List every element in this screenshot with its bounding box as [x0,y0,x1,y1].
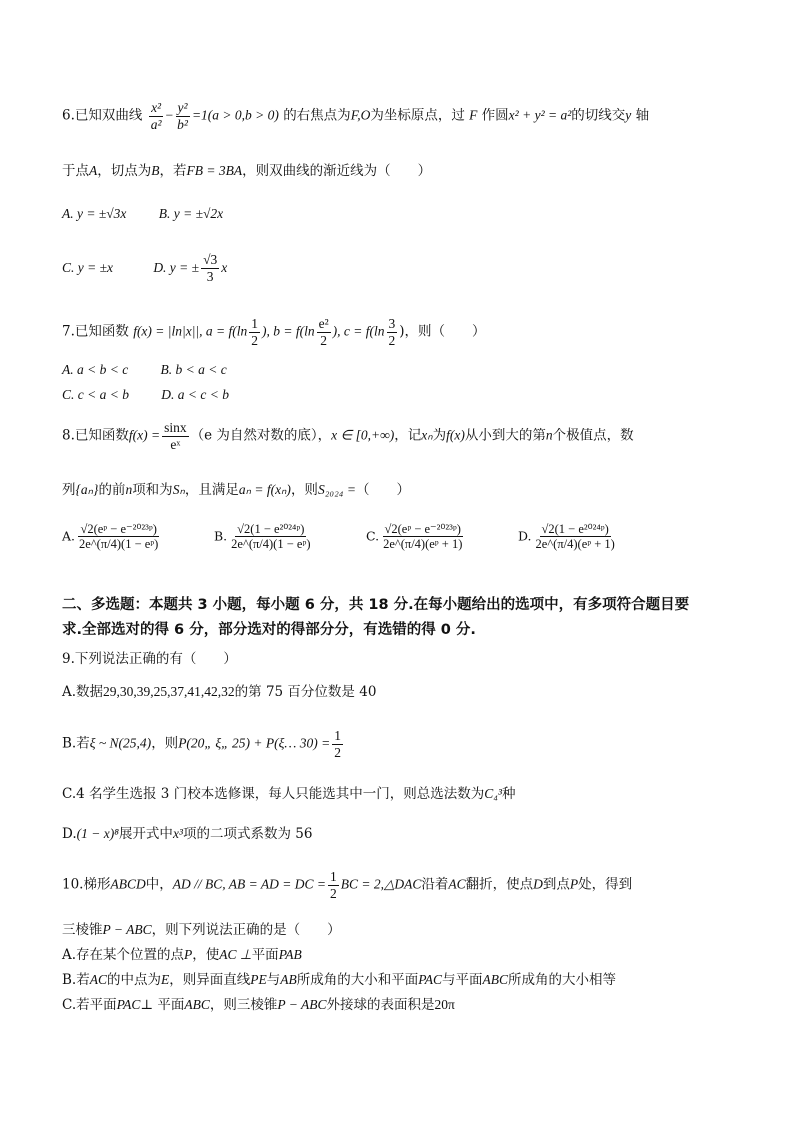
q9-option-c[interactable] [62,786,515,802]
q10-l1c: 沿着 [421,876,449,893]
q10-option-c[interactable] [62,997,455,1013]
q8-l2e: ，则 [290,482,318,498]
q6-optd-frac: $\frac{√3}{3}$ [203,252,218,284]
q10-optb-d: 与 [266,972,281,988]
q10-line2 [62,922,341,938]
q6-mid2: 为坐标原点，过 [370,107,465,124]
q10-optb-ac: AC [89,972,107,987]
q6-line2 [62,163,431,179]
q7-b-part: ), b = f(ln [261,323,315,339]
q8-line1 [62,420,634,452]
q6-optd-post: x [221,259,228,275]
q9-optb-expr: P(20„ ξ„ 25) + P(ξ… 30) = [178,735,331,751]
q8-mid1: （e 为自然对数的底）， [190,427,332,444]
q8-xn: xₙ [421,427,433,443]
q6-circle: x² + y² = a² [508,107,572,123]
q8-opta-frac: $\frac{\text{√2(eᵖ − e⁻²⁰²³ᵖ)}}{\text{2e\textasciicircum{}(π/4)(1 − eᵖ)}}$ [79,522,159,552]
q8-an: {aₙ} [75,482,99,497]
q8-sn: Sₙ [172,482,185,497]
q7-func: f(x) = |ln|x||, a = f(ln [133,323,248,339]
q10-l1e: 到点 [542,876,570,893]
q8-optc-label: C. [365,528,380,544]
q6-options-cd [62,252,227,284]
q6-mid1: 的右焦点为 [283,107,351,124]
q6-point-b: B [151,163,160,178]
q9-option-a[interactable] [62,684,376,700]
q8-optb-frac: $\frac{\text{√2(1 − e²⁰²⁴ᵖ)}}{\text{2e\textasciicircum{}(π/4)(1 − eᵖ)}}$ [231,522,311,552]
q10-opta-p: P [184,947,193,962]
q10-abcd: ABCD [110,876,146,892]
q10-option-a[interactable] [62,947,302,963]
q7-end: )，则（ ） [399,323,486,340]
q8-domain: x ∈ [0,+∞) [331,427,395,443]
q8-optd-frac: $\frac{\text{√2(1 − e²⁰²⁴ᵖ)}}{\text{2e\textasciicircum{}(π/4)(eᵖ + 1)}}$ [535,522,615,552]
q10-d: D [533,876,543,892]
q7-option-b[interactable]: B. b < a < c [160,362,227,377]
q6-optd-pre: D. y = ± [153,259,200,275]
q7-frac-b: $\frac{\text{e²}}{2}$ [318,316,329,348]
q10-cond2: BC = 2, [340,876,384,892]
q10-line1 [62,869,632,901]
q10-optc-val: 20π [434,997,455,1012]
q6-eq-cond: =1(a > 0,b > 0) [191,107,279,123]
q9-optd-pre: D. [62,826,77,842]
q8-l2c: 项和为 [132,482,173,498]
q8-frac: $\frac{\sin x}{\text{eˣ}}$ [164,420,187,452]
q10-optb-b: 的中点为 [106,972,161,988]
q8-optc-frac: $\frac{\text{√2(eᵖ − e⁻²⁰²³ᵖ)}}{\text{2e\textasciicircum{}(π/4)(eᵖ + 1)}}$ [383,522,463,552]
q10-optc-a: C.若平面 [62,997,117,1013]
q8-mid4: 从小到大的第 [464,427,546,444]
q6-l2a: 于点 [62,163,89,179]
q6-frac-x: $\frac{\text{x²}}{\text{a²}}$ [150,100,162,132]
q9-optb-mid: ，则 [151,735,179,752]
q10-opta-c: 平面 [251,947,279,963]
q10-optc-abc: ABC [184,997,210,1012]
q6-mid3: 作圆 [481,107,509,124]
q8-intro: 8.已知函数 [62,427,129,444]
q8-mid5: 个极值点，数 [552,427,634,444]
section2-heading-line2: 求.全部选对的得 6 分，部分选对的得部分分，有选错的得 0 分. [62,622,476,638]
q10-opta-rel: AC ⊥ [219,947,252,962]
q7-frac-a: $\frac{1}{2}$ [251,316,258,348]
q9-optc-comb: C₄³ [484,786,502,801]
q8-f-left: f(x) = [128,427,161,443]
q8-l2d: ，且满足 [184,482,239,498]
q9-optb-frac: $\frac{1}{2}$ [334,728,341,760]
q10-optc-b: ⊥ 平面 [140,997,185,1013]
q7-intro: 7.已知函数 [62,323,129,340]
q6-option-b[interactable]: B. y = ±√2x [158,206,224,221]
q10-optc-d: 外接球的表面积是 [326,997,435,1013]
q6-end1: 轴 [635,107,650,124]
q10-optb-e2: 所成角的大小和平面 [296,972,419,988]
q7-options-cd [62,387,257,403]
q6-f: F [469,107,478,123]
q9-stem: 9.下列说法正确的有（ ） [62,651,237,667]
q10-l1a: 10.梯形 [62,876,111,893]
q6-mid4: 的切线交 [571,107,626,124]
q10-cond1: AD // BC, AB = AD = DC = [172,876,326,892]
q10-l1d: 翻折，使点 [465,876,534,893]
q7-option-c[interactable]: C. c < a < b [62,387,129,402]
q6-frac-y: $\frac{\text{y²}}{\text{b²}}$ [177,100,188,132]
q10-opta-b: ，使 [192,947,220,963]
q10-optb-a: B.若 [62,972,90,988]
q7-option-d[interactable]: D. a < c < b [161,387,229,402]
q10-optc-pabc: P − ABC [277,997,327,1012]
q10-l1b: 中， [145,876,173,893]
q6-options-ab [62,206,251,222]
q6-y: y [625,107,632,123]
q10-frac: $\frac{1}{2}$ [329,869,337,901]
q8-cond: aₙ = f(xₙ) [238,482,291,497]
q9-optd-mid: 展开式中 [118,826,173,842]
q6-l2b: ，切点为 [97,163,152,179]
q10-p: P [569,876,579,892]
q6-l2c: ，若 [159,163,187,179]
q8-optd-label: D. [517,528,532,544]
q8-l2n: n [125,482,133,497]
q10-optb-c: ，则异面直线 [169,972,251,988]
q7-frac-c: $\frac{3}{2}$ [388,316,396,348]
q9-optb-pre: B.若 [62,735,90,752]
q6-point-a: A [89,163,98,178]
q9-option-b[interactable] [62,728,345,760]
q8-l2f: （ ） [355,482,410,498]
q10-optc-c: ，则三棱锥 [209,997,278,1013]
q10-optc-pac: PAC [116,997,141,1012]
q6-option-a[interactable]: A. y = ±√3x [62,206,127,221]
q8-mid2: ，记 [394,427,422,444]
q7-options-ab [62,362,255,378]
q8-option-a[interactable] [62,522,210,552]
q7-line1 [62,316,486,348]
q10-tri: △DAC [383,876,422,892]
q9-optd-expr: (1 − x)⁸ [76,826,119,841]
q6-vector-eq: FB = 3BA [186,163,243,178]
q10-option-b[interactable] [62,972,616,988]
q10-optb-pac: PAC [418,972,442,987]
q8-n: n [545,427,553,443]
q9-opta-post: 的第 75 百分位数是 40 [234,684,377,700]
q9-optc-post: 种 [501,786,516,802]
q10-l2a: 三棱锥 [62,922,103,938]
q10-l2b: ，则下列说法正确的是（ ） [151,922,341,938]
q6-option-d[interactable] [153,252,228,284]
q10-optb-abc: ABC [482,972,508,987]
q10-optb-ab: AB [280,972,297,987]
q8-options [62,522,658,552]
q8-fx: f(x) [446,427,465,443]
q9-optb-dist: ξ ~ N(25,4) [89,735,152,751]
q10-pabc: P − ABC [102,922,152,937]
section2-heading-line1: 二、多选题：本题共 3 小题，每小题 6 分，共 18 分.在每小题给出的选项中，有多项符合题目要 [62,597,690,613]
q9-opta-data: 29,30,39,25,37,41,42,32 [103,684,235,699]
q10-optb-f: 与平面 [442,972,483,988]
q8-option-b[interactable] [214,522,362,552]
q10-ac: AC [448,876,466,892]
q8-optb-label: B. [213,528,228,544]
q10-opta-a: A.存在某个位置的点 [62,947,185,963]
q6-option-c[interactable]: C. y = ±x [62,259,114,275]
q7-c-part: ), c = f(ln [332,323,385,339]
q9-option-d[interactable] [62,826,312,842]
q8-s2024: S₂₀₂₄ = [317,482,356,497]
q9-optd-post: 项的二项式系数为 56 [182,826,313,842]
q6-line1: 6.已知双曲线 $\frac{\text{x²}}{\text{a²}}$ − $\frac{\text{y²}}{\text{b²}}$ =1(a > 0,b > 0) 的右焦点为F,O为坐标原点，过 F 作圆x² + y² = a²的切线交y 轴 [62,100,650,132]
q6-fo: F,O [350,107,371,123]
q10-optb-e: E [160,972,170,987]
q8-option-d[interactable] [518,522,658,552]
q9-optc-pre: C.4 名学生选报 3 门校本选修课，每人只能选其中一门，则总选法数为 [62,786,485,802]
q8-l2b: 的前 [98,482,126,498]
q8-l2a: 列 [62,482,76,498]
q10-optb-pe: PE [250,972,267,987]
q10-optb-g: 所成角的大小相等 [508,972,616,988]
q10-l1f: 处，得到 [578,876,633,893]
q9-opta-pre: A.数据 [62,684,104,700]
q8-option-c[interactable] [366,522,514,552]
q8-opta-label: A. [62,528,76,544]
q6-intro: 6.已知双曲线 [62,107,143,124]
q8-line2 [62,482,410,498]
q10-opta-pab: PAB [278,947,302,962]
q8-mid3: 为 [432,427,447,444]
q9-optd-x: x³ [172,826,183,841]
q6-l2d: ，则双曲线的渐近线为（ ） [242,163,432,179]
q7-option-a[interactable]: A. a < b < c [62,362,129,377]
